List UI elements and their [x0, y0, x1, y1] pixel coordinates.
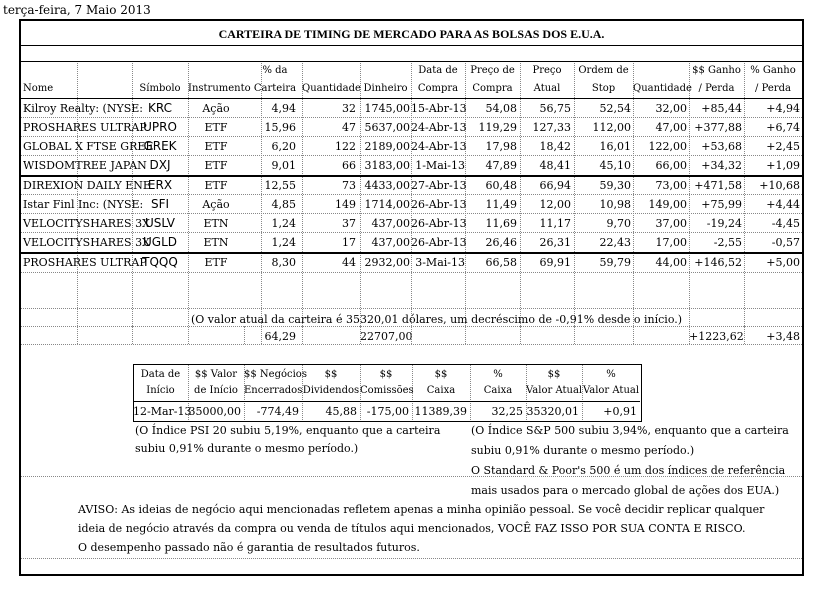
- row-instrument: ETN: [203, 236, 229, 249]
- grid-line: [744, 326, 745, 344]
- summary-value: 12-Mar-13: [133, 405, 192, 418]
- row-qty: 122: [335, 140, 356, 153]
- row-symbol: GREK: [143, 139, 177, 153]
- grid-line: [633, 326, 634, 344]
- summary-value: 11389,39: [414, 405, 467, 418]
- row-symbol: DXJ: [149, 158, 171, 172]
- row-current-price: 69,91: [539, 256, 571, 269]
- grid-rule: [21, 558, 802, 559]
- row-gain: +146,52: [694, 256, 742, 269]
- row-cash: 2189,00: [364, 140, 410, 153]
- row-qty: 47: [342, 121, 356, 134]
- row-stop: 52,54: [599, 102, 631, 115]
- grid-rule: [21, 45, 802, 46]
- summary-header: %: [606, 369, 616, 380]
- grid-line: [574, 326, 575, 344]
- summary-value: 35320,01: [526, 405, 579, 418]
- row-stop: 9,70: [606, 217, 631, 230]
- row-name: PROSHARES ULTRAP: [23, 256, 147, 269]
- row-qty: 17: [342, 236, 356, 249]
- grid-line: [689, 326, 690, 344]
- row-date: 26-Abr-13: [411, 217, 467, 230]
- row-date: 3-Mai-13: [415, 256, 465, 269]
- grid-line: [302, 326, 303, 344]
- col-header-ganho: $$ Ganho: [692, 65, 741, 76]
- row-symbol: TQQQ: [142, 255, 178, 269]
- col-header-atual: Atual: [533, 83, 561, 94]
- row-date: 24-Abr-13: [411, 140, 467, 153]
- summary-header: $$ Negócios: [244, 369, 307, 380]
- row-instrument: Ação: [202, 102, 230, 115]
- row-instrument: Ação: [202, 198, 230, 211]
- row-instrument: ETF: [204, 121, 228, 134]
- row-symbol: KRC: [148, 101, 172, 115]
- row-stop: 112,00: [592, 121, 631, 134]
- grid-line: [411, 326, 412, 344]
- row-date: 15-Abr-13: [411, 102, 467, 115]
- grid-line: [465, 326, 466, 344]
- row-name: VELOCITYSHARES 3X: [23, 217, 150, 230]
- row-name: PROSHARES ULTRAP: [23, 121, 147, 134]
- total-gain: +1223,62: [689, 330, 744, 343]
- col-header-perda: / Perda: [698, 83, 735, 94]
- row-pct: 8,30: [271, 256, 296, 269]
- row-qty: 44: [342, 256, 356, 269]
- row-instrument: ETF: [204, 140, 228, 153]
- row-gain-pct: +4,94: [766, 102, 800, 115]
- summary-value: 45,88: [325, 405, 357, 418]
- row-stop: 59,30: [599, 179, 631, 192]
- row-gain-pct: +5,00: [766, 256, 800, 269]
- summary-header: Início: [146, 385, 175, 396]
- row-qty2: 122,00: [648, 140, 687, 153]
- row-current-price: 26,31: [539, 236, 571, 249]
- row-current-price: 56,75: [539, 102, 571, 115]
- row-stop: 59,79: [599, 256, 631, 269]
- summary-value: 32,25: [491, 405, 523, 418]
- row-gain: -2,55: [713, 236, 742, 249]
- row-buy-price: 60,48: [485, 179, 517, 192]
- row-gain-pct: +10,68: [759, 179, 800, 192]
- row-buy-price: 119,29: [478, 121, 517, 134]
- sp-note: subiu 0,91% durante o mesmo período.): [471, 444, 695, 457]
- summary-header: Valor Atual: [582, 385, 640, 396]
- col-header-preco: Preço: [532, 65, 562, 76]
- row-pct: 1,24: [271, 217, 296, 230]
- row-cash: 1714,00: [364, 198, 410, 211]
- row-qty2: 32,00: [655, 102, 687, 115]
- col-header-quantidade: Quantidade: [302, 83, 361, 94]
- col-header-ganho-pct: % Ganho: [750, 65, 796, 76]
- row-date: 27-Abr-13: [411, 179, 467, 192]
- summary-header: $$: [379, 369, 393, 380]
- row-qty2: 66,00: [655, 159, 687, 172]
- summary-header: Caixa: [483, 385, 513, 396]
- grid-rule: [21, 308, 802, 309]
- row-gain-pct: -0,57: [771, 236, 800, 249]
- summary-header: Data de: [140, 369, 181, 380]
- row-date: 26-Abr-13: [411, 198, 467, 211]
- row-cash: 437,00: [371, 217, 410, 230]
- row-buy-price: 11,69: [485, 217, 517, 230]
- row-current-price: 12,00: [539, 198, 571, 211]
- summary-header: Encerrados: [244, 385, 303, 396]
- sheet-title: CARTEIRA DE TIMING DE MERCADO PARA AS BOLSAS DOS E.U.A.: [218, 27, 605, 41]
- col-header-stop2: Stop: [591, 83, 616, 94]
- row-gain-pct: -4,45: [771, 217, 800, 230]
- grid-rule: [21, 344, 802, 345]
- row-instrument: ETF: [204, 256, 228, 269]
- col-header-quantidade2: Quantidade: [633, 83, 692, 94]
- col-header-carteira: Carteira: [253, 83, 297, 94]
- grid-line: [77, 326, 78, 344]
- summary-header: $$: [434, 369, 448, 380]
- total-cash: 22707,00: [360, 330, 413, 343]
- row-gain: +471,58: [694, 179, 742, 192]
- portfolio-sheet: [19, 19, 804, 576]
- row-name: Kilroy Realty: (NYSE:: [23, 102, 144, 115]
- col-header-stop: Ordem de: [578, 65, 629, 76]
- row-buy-price: 11,49: [485, 198, 517, 211]
- row-stop: 22,43: [599, 236, 631, 249]
- row-gain: +75,99: [701, 198, 742, 211]
- row-pct: 4,85: [271, 198, 296, 211]
- grid-line: [360, 326, 361, 344]
- row-current-price: 48,41: [539, 159, 571, 172]
- row-pct: 15,96: [264, 121, 296, 134]
- col-header-data: Data de: [418, 65, 458, 76]
- summary-value: -774,49: [256, 405, 299, 418]
- summary-header: Dividendos: [302, 385, 360, 396]
- row-symbol: SFI: [150, 197, 170, 211]
- col-header-instrumento: Instrumento: [188, 83, 251, 94]
- row-cash: 1745,00: [364, 102, 410, 115]
- row-qty: 32: [342, 102, 356, 115]
- summary-header: $$: [547, 369, 561, 380]
- row-qty2: 47,00: [655, 121, 687, 134]
- row-cash: 3183,00: [364, 159, 410, 172]
- row-instrument: ETN: [203, 217, 229, 230]
- row-date: 26-Abr-13: [411, 236, 467, 249]
- row-pct: 4,94: [271, 102, 296, 115]
- grid-line: [520, 326, 521, 344]
- summary-value: +0,91: [603, 405, 637, 418]
- grid-rule: [21, 272, 802, 273]
- col-header-pct: % da: [262, 65, 288, 76]
- row-cash: 5637,00: [364, 121, 410, 134]
- row-name: DIREXION DAILY ENE: [23, 179, 151, 192]
- row-cash: 437,00: [371, 236, 410, 249]
- row-qty: 73: [342, 179, 356, 192]
- row-date: 24-Abr-13: [411, 121, 467, 134]
- date-label: terça-feira, 7 Maio 2013: [3, 3, 151, 17]
- row-qty: 149: [335, 198, 356, 211]
- summary-header: $$ Valor: [194, 369, 238, 380]
- grid-rule: [133, 401, 640, 402]
- row-symbol: UPRO: [143, 120, 177, 134]
- portfolio-value-note: (O valor atual da carteira é 35320,01 dólares, um decréscimo de -0,91% desde o início.): [191, 313, 683, 326]
- grid-line: [132, 326, 133, 344]
- sp-note: mais usados para o mercado global de ações dos EUA.): [471, 484, 780, 497]
- col-header-perda-pct: / Perda: [755, 83, 791, 94]
- summary-header: Caixa: [426, 385, 456, 396]
- summary-header: Valor Atual: [526, 385, 583, 396]
- col-header-nome: Nome: [23, 83, 54, 94]
- row-gain-pct: +4,44: [766, 198, 800, 211]
- grid-line: [244, 326, 245, 344]
- col-header-preco-compra: Preço de: [470, 65, 515, 76]
- row-gain: -19,24: [706, 217, 742, 230]
- row-date: 1-Mai-13: [415, 159, 465, 172]
- disclaimer-text: AVISO: As ideias de negócio aqui mencionadas refletem apenas a minha opinião pessoal. Se você decidir replicar qualquer: [78, 503, 765, 516]
- row-buy-price: 54,08: [485, 102, 517, 115]
- row-pct: 12,55: [264, 179, 296, 192]
- row-stop: 10,98: [599, 198, 631, 211]
- row-buy-price: 26,46: [485, 236, 517, 249]
- summary-value: 35000,00: [188, 405, 241, 418]
- row-symbol: USLV: [145, 216, 175, 230]
- summary-value: -175,00: [366, 405, 409, 418]
- disclaimer-text: ideia de negócio através da compra ou venda de títulos aqui mencionados, VOCÊ FAZ ISSO POR SUA CONTA E RISCO.: [78, 522, 746, 535]
- row-gain: +85,44: [701, 102, 742, 115]
- row-current-price: 66,94: [539, 179, 571, 192]
- row-gain-pct: +1,09: [766, 159, 800, 172]
- psi-note: subiu 0,91% durante o mesmo período.): [135, 442, 359, 455]
- row-stop: 16,01: [599, 140, 631, 153]
- col-header-compra: Compra: [417, 83, 459, 94]
- row-buy-price: 17,98: [485, 140, 517, 153]
- row-buy-price: 47,89: [485, 159, 517, 172]
- row-stop: 45,10: [599, 159, 631, 172]
- row-pct: 6,20: [271, 140, 296, 153]
- row-current-price: 127,33: [532, 121, 571, 134]
- row-pct: 9,01: [271, 159, 296, 172]
- sp-note: O Standard & Poor's 500 é um dos índices de referência: [471, 464, 786, 477]
- row-name: VELOCITYSHARES 3X: [23, 236, 150, 249]
- row-symbol: UGLD: [142, 235, 177, 249]
- row-qty: 37: [342, 217, 356, 230]
- row-gain: +53,68: [701, 140, 742, 153]
- disclaimer-text: O desempenho passado não é garantia de resultados futuros.: [78, 541, 420, 554]
- row-name: GLOBAL X FTSE GREE: [23, 140, 154, 153]
- row-cash: 2932,00: [364, 256, 410, 269]
- row-gain: +377,88: [694, 121, 742, 134]
- row-qty2: 149,00: [648, 198, 687, 211]
- summary-header: $$: [324, 369, 338, 380]
- sp-note: (O Índice S&P 500 subiu 3,94%, enquanto que a carteira: [471, 424, 789, 437]
- total-gain-pct: +3,48: [766, 330, 800, 343]
- col-header-dinheiro: Dinheiro: [363, 83, 408, 94]
- summary-header: de Início: [194, 385, 238, 396]
- summary-header: %: [493, 369, 503, 380]
- row-current-price: 11,17: [539, 217, 571, 230]
- row-qty2: 73,00: [655, 179, 687, 192]
- row-buy-price: 66,58: [485, 256, 517, 269]
- row-qty2: 37,00: [655, 217, 687, 230]
- row-gain: +34,32: [701, 159, 742, 172]
- row-gain-pct: +2,45: [766, 140, 800, 153]
- col-header-simbolo: Símbolo: [139, 83, 181, 94]
- row-current-price: 18,42: [539, 140, 571, 153]
- row-gain-pct: +6,74: [766, 121, 800, 134]
- col-header-compra2: Compra: [472, 83, 513, 94]
- row-qty2: 44,00: [655, 256, 687, 269]
- psi-note: (O Índice PSI 20 subiu 5,19%, enquanto que a carteira: [135, 424, 441, 437]
- row-pct: 1,24: [271, 236, 296, 249]
- row-qty2: 17,00: [655, 236, 687, 249]
- row-symbol: ERX: [147, 178, 173, 192]
- summary-header: Comissões: [360, 385, 414, 396]
- row-qty: 66: [342, 159, 356, 172]
- row-cash: 4433,00: [364, 179, 410, 192]
- total-pct: 64,29: [264, 330, 296, 343]
- row-name: WISDOMTREE JAPAN: [23, 159, 147, 172]
- row-instrument: ETF: [204, 159, 228, 172]
- row-name: Istar Finl Inc: (NYSE:: [23, 198, 144, 211]
- row-instrument: ETF: [204, 179, 228, 192]
